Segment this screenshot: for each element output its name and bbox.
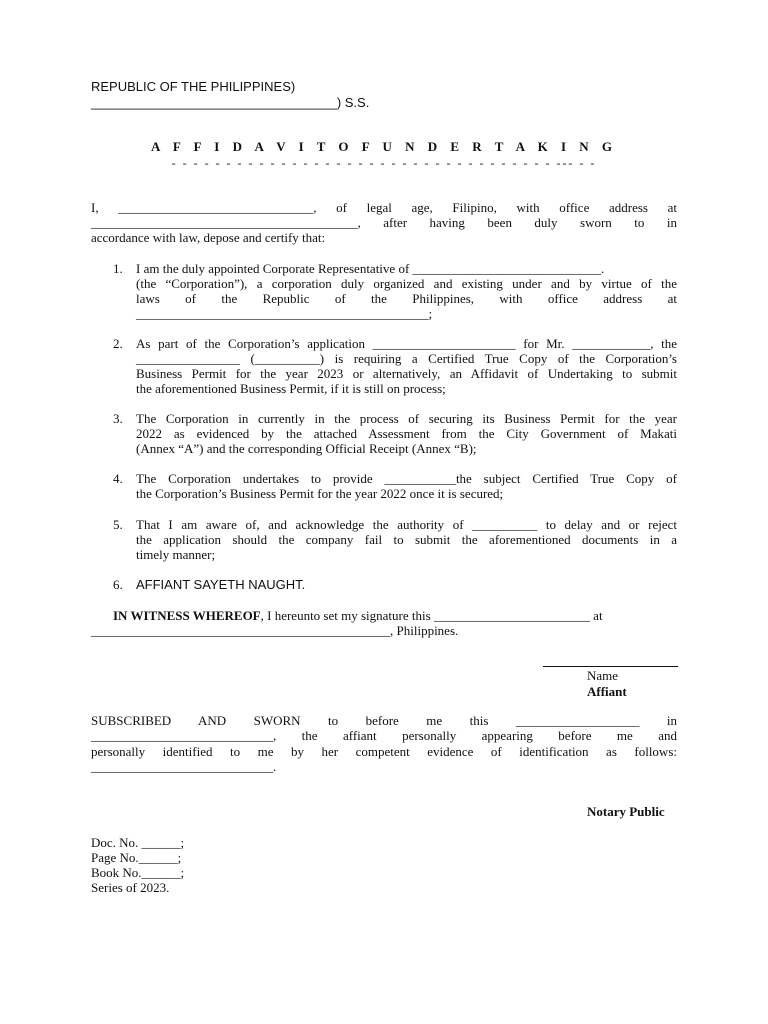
item-number: 3. xyxy=(113,411,123,426)
book-no: Book No.______; xyxy=(91,865,185,880)
item-5-line-3: timely manner; xyxy=(136,547,216,562)
item-number: 6. xyxy=(113,577,123,592)
item-2-line-4: the aforementioned Business Permit, if it is still on process; xyxy=(136,381,446,396)
intro-line-2: _________________________________________, after having been duly sworn to in xyxy=(91,215,677,230)
affiant-name: Name xyxy=(587,668,619,683)
intro-line-3: accordance with law, depose and certify that: xyxy=(91,230,326,245)
item-5-line-1: That I am aware of, and acknowledge the authority of __________ to delay and or reject xyxy=(136,517,677,532)
item-2-line-3: Business Permit for the year 2023 or alternatively, an Affidavit of Undertaking to submit xyxy=(136,366,677,381)
item-number: 5. xyxy=(113,517,123,532)
subscribed-line-1: SUBSCRIBED AND SWORN to before me this ___________________ in xyxy=(91,713,677,728)
witness-line-2: ______________________________________________, Philippines. xyxy=(91,623,459,638)
item-2-line-1: As part of the Corporation’s application ______________________ for Mr. ____________, the xyxy=(136,336,677,351)
item-3-line-2: 2022 as evidenced by the attached Assessment from the City Government of Makati xyxy=(136,426,677,441)
notary-public-label: Notary Public xyxy=(587,804,665,819)
item-3-line-3: (Annex “A”) and the corresponding Official Receipt (Annex “B); xyxy=(136,441,477,456)
item-1-line-2: (the “Corporation”), a corporation duly organized and existing under and by virtue of the xyxy=(136,276,677,291)
subscribed-line-3: personally identified to me by her competent evidence of identification as follows: xyxy=(91,744,677,759)
page-no: Page No.______; xyxy=(91,850,182,865)
item-4-line-2: the Corporation’s Business Permit for the year 2022 once it is secured; xyxy=(136,486,504,501)
subscribed-line-4: ____________________________. xyxy=(91,759,277,774)
subscribed-line-2: ____________________________, the affiant personally appearing before me and xyxy=(91,728,677,743)
item-4-line-1: The Corporation undertakes to provide ___________the subject Certified True Copy of xyxy=(136,471,677,486)
affiant-label: Affiant xyxy=(587,684,627,699)
republic-line: REPUBLIC OF THE PHILIPPINES) xyxy=(91,79,296,94)
intro-line-1: I, ______________________________, of legal age, Filipino, with office address at xyxy=(91,200,677,215)
item-number: 4. xyxy=(113,471,123,486)
item-number: 1. xyxy=(113,261,123,276)
signature-line xyxy=(543,666,678,667)
item-3-line-1: The Corporation in currently in the process of securing its Business Permit for the year xyxy=(136,411,677,426)
doc-no: Doc. No. ______; xyxy=(91,835,185,850)
document-title: A F F I D A V I T O F U N D E R T A K I N G xyxy=(150,139,618,154)
item-1-line-1: I am the duly appointed Corporate Representative of _____________________________. xyxy=(136,261,605,276)
witness-bold: IN WITNESS WHEREOF xyxy=(113,608,261,623)
ss-line: __________________________________) S.S. xyxy=(91,95,370,110)
title-dashes: - - - - - - - - - - - - - - - - - - - - - - - - - - - - - - - - - - - --- - - xyxy=(171,156,597,170)
item-1-line-4: _____________________________________________; xyxy=(136,306,433,321)
item-5-line-2: the application should the company fail to submit the aforementioned documents in a xyxy=(136,532,677,547)
series: Series of 2023. xyxy=(91,880,170,895)
item-number: 2. xyxy=(113,336,123,351)
item-1-line-3: laws of the Republic of the Philippines, with office address at xyxy=(136,291,677,306)
witness-line-1 xyxy=(113,608,603,623)
item-6-line-1: AFFIANT SAYETH NAUGHT. xyxy=(136,577,306,592)
witness-rest: , I hereunto set my signature this ________________________ at xyxy=(260,608,603,623)
item-2-line-2: ________________ (__________) is requiring a Certified True Copy of the Corporation’s xyxy=(136,351,677,366)
